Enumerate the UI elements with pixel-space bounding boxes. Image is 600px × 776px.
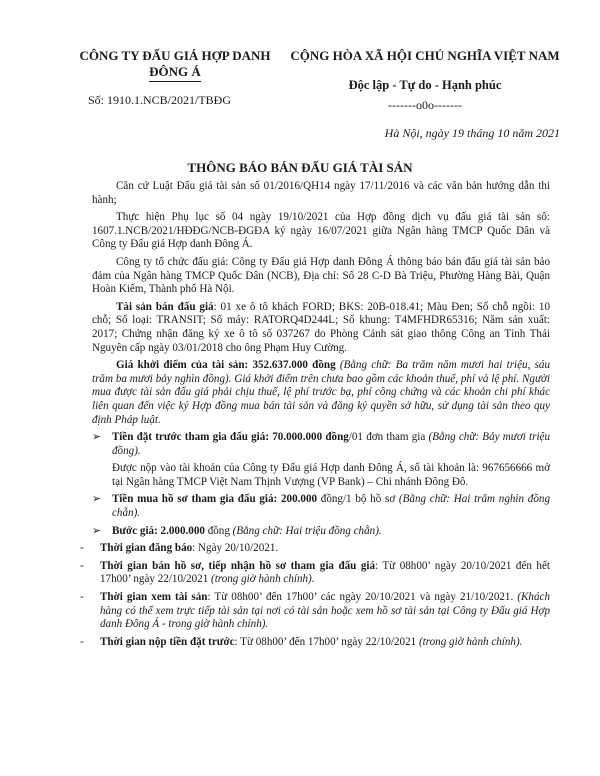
national-header (290, 48, 560, 113)
arrow-bullet-icon: ➢ (92, 431, 102, 444)
arrow-bullet-icon: ➢ (92, 524, 102, 537)
document-number: Số: 1910.1.NCB/2021/TBĐG (88, 93, 232, 107)
deposit-time-item (80, 636, 550, 650)
viewing-time-label: Thời gian xem tài sản (100, 591, 208, 604)
viewing-time-text: : Từ 08h00’ đến 17h00’ các ngày 20/10/2021 và ngày 21/10/2021. (207, 591, 518, 604)
starting-price-text: (Bằng chữ: Ba trăm năm mươi hai triệu, sáu trăm ba mươi bảy nghìn đồng). Giá khởi điểm trên chưa bao gồm các khoản thuế, phí và lệ phí. Người mua được tài sản đấu giá phải chịu thuế, lệ phí trước bạ, phí công chứng và các khoản chi phí khác liên quan đến việc ký Hợp đồng mua bán tài sản và đăng ký quyền sở hữu, sử dụng tài sản theo quy định Pháp luật. (92, 359, 551, 426)
sale-time-item (80, 560, 550, 587)
sale-time-text: : Từ 08h00’ ngày 20/10/2021 đến hết 17h00’ ngày 22/10/2021 (100, 559, 550, 586)
document-fee-words: (Bằng chữ: Hai trăm nghìn đồng chẵn). (112, 493, 550, 520)
price-step-text: đồng (204, 524, 233, 537)
document-title: THÔNG BÁO BÁN ĐẤU GIÁ TÀI SẢN (187, 160, 413, 175)
deposit-label: Tiền đặt trước tham gia đấu giá: 70.000.000 đồng (112, 431, 349, 444)
bank-account-paragraph: Được nộp vào tài khoản của Công ty Đấu giá Hợp danh Đông Á, số tài khoản là: 967656666 mở tại Ngân hàng TMCP Việt Nam Thịnh Vượng (VP Bank) – Chi nhánh Đông Đô. (112, 462, 550, 488)
document-body (80, 180, 551, 653)
company-header (60, 48, 290, 82)
nation-title: CỘNG HÒA XÃ HỘI CHỦ NGHĨA VIỆT NAM (290, 48, 560, 63)
price-step-words: (Bằng chữ: Hai triệu đồng chẵn). (232, 524, 382, 537)
document-fee-label: Tiền mua hồ sơ tham gia đấu giá: 200.000 (112, 493, 318, 506)
price-step-item (92, 525, 550, 539)
viewing-time-item (80, 591, 550, 632)
company-name-line2: ĐÔNG Á (149, 64, 201, 82)
announcement-time-text: : Ngày 20/10/2021. (192, 542, 279, 555)
asset-text: : 01 xe ô tô khách FORD; BKS: 20B-018.41; Màu Đen; Số chỗ ngồi: 10 chỗ; Số loại: TRANSIT; Số máy: RATORQ4D244L; Số khung: T4MFHDR65316; Năm sản xuất: 2017; Chứng nhận đăng ký xe ô tô số 037267 do Phòng Cảnh sát giao thông Công an Tỉnh Thái Nguyên cấp ngày 03/01/2018 cho ông Phạm Huy Cường. (92, 300, 550, 354)
dash-bullet: - (80, 559, 84, 572)
deposit-words: (Bằng chữ: Bảy mươi triệu đồng). (112, 431, 551, 457)
deposit-time-note: (trong giờ hành chính). (418, 635, 523, 648)
asset-paragraph (92, 301, 550, 355)
starting-price-paragraph (92, 359, 550, 427)
sale-time-label: Thời gian bán hồ sơ, tiếp nhận hồ sơ tham gia đấu giá (100, 559, 376, 572)
legal-basis-paragraph: Căn cứ Luật Đấu giá tài sản số 01/2016/QH14 ngày 17/11/2016 và các văn bản hướng dẫn thi hành; (92, 180, 550, 206)
organizer-paragraph: Công ty tổ chức đấu giá: Công ty Đấu giá Hợp danh Đông Á thông báo bán đấu giá tài sản bảo đảm của Ngân hàng TMCP Quốc Dân (NCB), Địa chỉ: Số 28 C-D Bà Triệu, Phường Hàng Bài, Quận Hoàn Kiếm, Thành phố Hà Nội. (92, 255, 550, 296)
dash-bullet: - (80, 591, 84, 604)
starting-price-label: Giá khởi điểm của tài sản: 352.637.000 đồng (116, 359, 336, 372)
announcement-time-item (80, 542, 550, 556)
document-fee-text: đồng/1 bộ hồ sơ (317, 493, 399, 506)
sale-time-note: (trong giờ hành chính). (211, 573, 315, 586)
deposit-item (92, 431, 550, 458)
national-motto: Độc lập - Tự do - Hạnh phúc (348, 78, 502, 92)
viewing-time-note: (Khách hàng có thể xem trực tiếp tài sản tại nơi có tài sản hoặc xem hồ sơ tài sản tại Công ty Đấu giá Hợp danh Đông Á - trong giờ hành chính). (100, 591, 550, 631)
deposit-time-label: Thời gian nộp tiền đặt trước (100, 635, 235, 648)
dash-bullet: - (80, 542, 84, 555)
deposit-time-text: : Từ 08h00’ đến 17h00’ ngày 22/10/2021 (234, 635, 419, 648)
price-step-label: Bước giá: 2.000.000 (112, 524, 205, 537)
asset-label: Tài sản bán đấu giá (116, 300, 214, 313)
header-separator: -------o0o------- (388, 98, 462, 112)
deposit-text: /01 đơn tham gia (348, 431, 429, 444)
announcement-time-label: Thời gian đăng báo (100, 542, 193, 555)
dash-bullet: - (80, 635, 84, 648)
arrow-bullet-icon: ➢ (92, 493, 102, 506)
document-fee-item (92, 493, 550, 520)
company-name-line1: CÔNG TY ĐẤU GIÁ HỢP DANH (79, 48, 271, 63)
contract-paragraph: Thực hiện Phụ lục số 04 ngày 19/10/2021 của Hợp đồng dịch vụ đấu giá tài sản số: 1607.1.NCB/2021/HĐĐG/NCB-ĐGĐA ký ngày 16/07/2021 giữa Ngân hàng TMCP Quốc Dân và Công ty Đấu giá Hợp danh Đông Á. (92, 211, 550, 251)
document-date: Hà Nội, ngày 19 tháng 10 năm 2021 (384, 126, 560, 140)
